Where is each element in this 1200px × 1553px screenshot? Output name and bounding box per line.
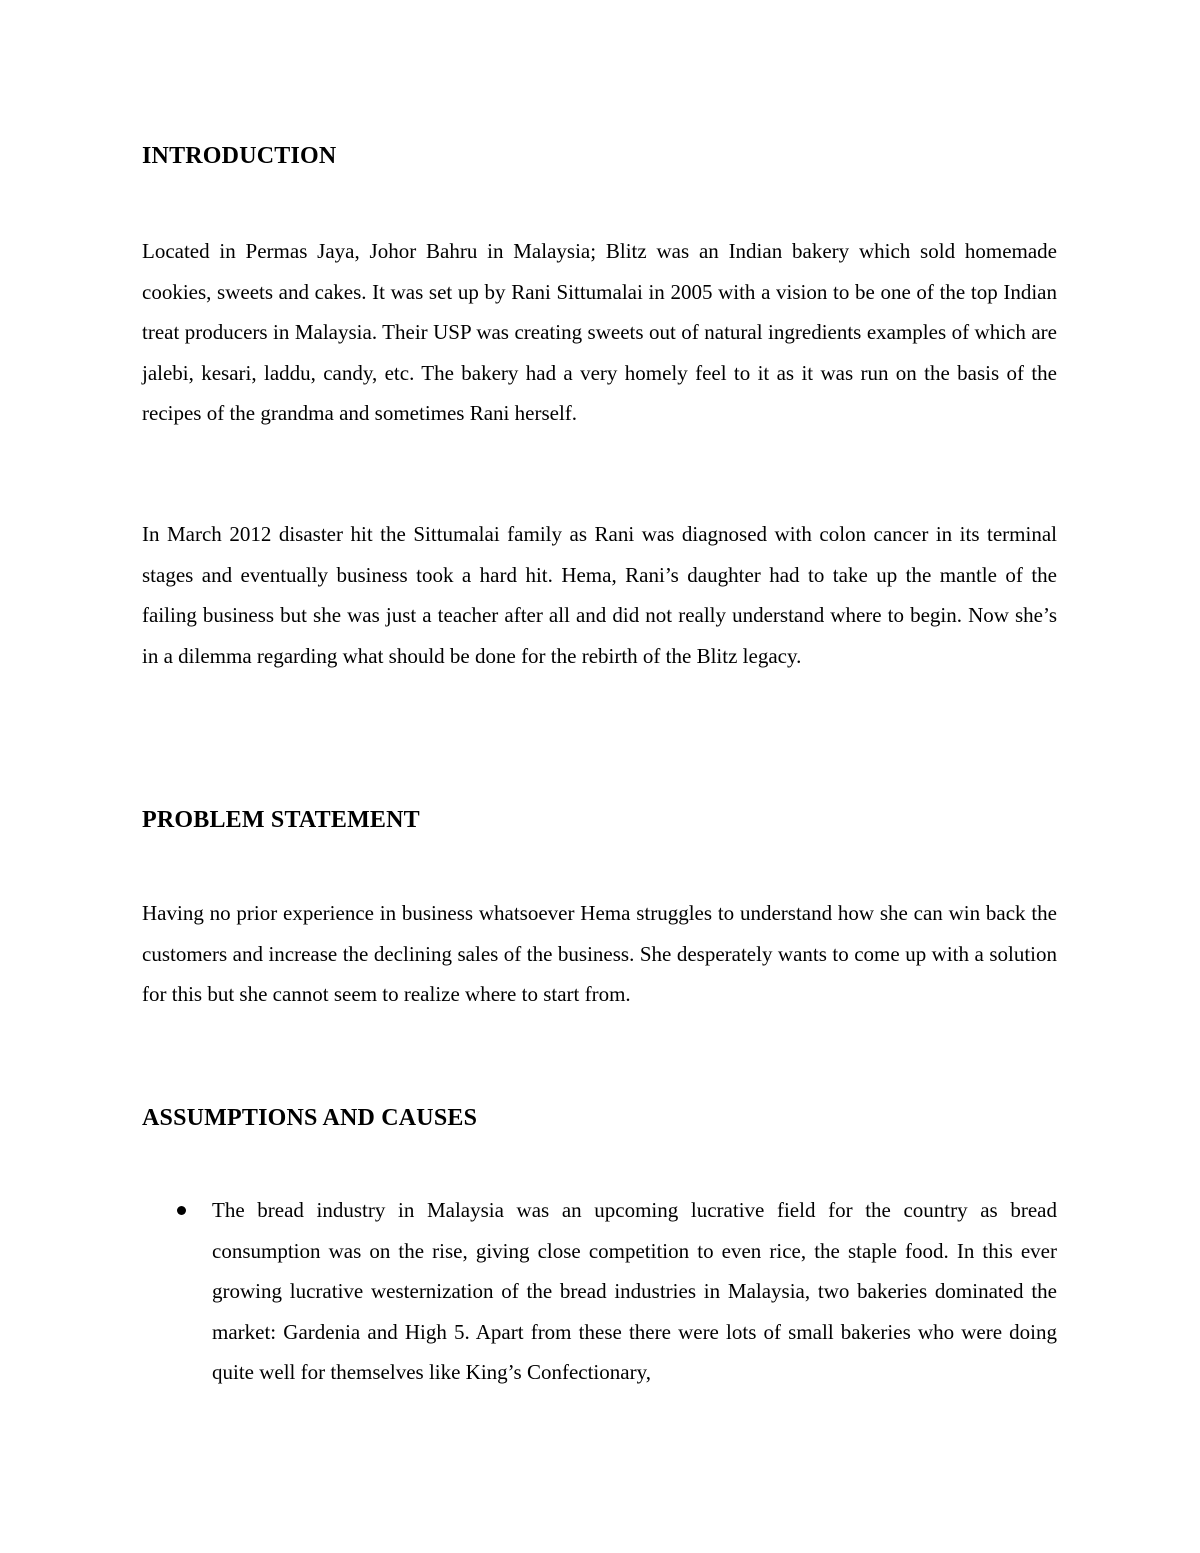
introduction-heading: INTRODUCTION [142, 143, 337, 169]
introduction-paragraph-1: Located in Permas Jaya, Johor Bahru in Malaysia; Blitz was an Indian bakery which sold homemade cookies, sweets and cakes. It was set up by Rani Sittumalai in 2005 with a vision to be one of the top Indian treat producers in Malaysia. Their USP was creating sweets out of natural ingredients examples of which are jalebi, kesari, laddu, candy, etc. The bakery had a very homely feel to it as it was run on the basis of the recipes of the grandma and sometimes Rani herself. [142, 239, 1057, 425]
introduction-paragraph-2: In March 2012 disaster hit the Sittumalai family as Rani was diagnosed with colon cancer in its terminal stages and eventually business took a hard hit. Hema, Rani’s daughter had to take up the mantle of the failing business but she was just a teacher after all and did not really understand where to begin. Now she’s in a dilemma regarding what should be done for the rebirth of the Blitz legacy. [142, 522, 1057, 668]
problem-statement-heading: PROBLEM STATEMENT [142, 807, 420, 833]
list-item [142, 1190, 1057, 1393]
list-item-text: The bread industry in Malaysia was an upcoming lucrative field for the country as bread consumption was on the rise, giving close competition to even rice, the staple food. In this ever growing lucrative westernization of the bread industries in Malaysia, two bakeries dominated the market: Gardenia and High 5. Apart from these there were lots of small bakeries who were doing quite well for themselves like King’s Confectionary, [212, 1198, 1057, 1384]
assumptions-heading: ASSUMPTIONS AND CAUSES [142, 1105, 478, 1131]
bullet-icon [177, 1206, 186, 1215]
assumptions-list [142, 1190, 1057, 1393]
problem-statement-paragraph: Having no prior experience in business whatsoever Hema struggles to understand how she can win back the customers and increase the declining sales of the business. She desperately wants to come up with a solution for this but she cannot seem to realize where to start from. [142, 901, 1057, 1006]
